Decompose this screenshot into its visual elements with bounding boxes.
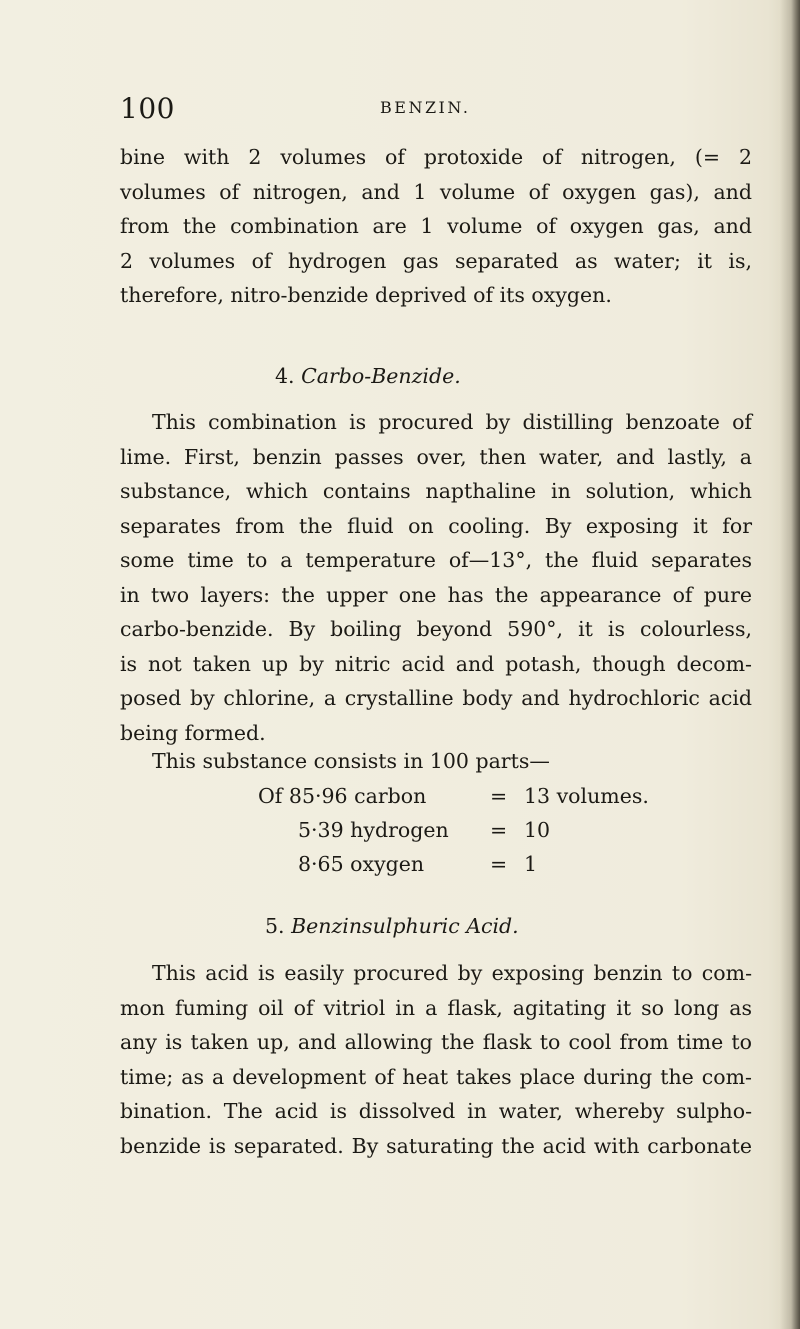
section-title: Benzinsulphuric Acid.	[291, 914, 519, 938]
text-line: bination. The acid is dissolved in water, whereby sulpho-	[120, 1099, 752, 1123]
page-number: 100	[120, 92, 175, 125]
text-line: from the combination are 1 volume of oxygen gas, and	[120, 214, 752, 238]
section-title: Carbo-Benzide.	[301, 364, 461, 388]
composition-equals: =	[490, 784, 508, 808]
composition-value: 10	[524, 818, 551, 842]
text-line: bine with 2 volumes of protoxide of nitrogen, (= 2	[120, 145, 752, 169]
text-line: posed by chlorine, a crystalline body and hydrochloric acid	[120, 686, 752, 710]
text-line: 2 volumes of hydrogen gas separated as water; it is,	[120, 248, 752, 273]
composition-value: 13 volumes.	[524, 784, 649, 808]
text-line: volumes of nitrogen, and 1 volume of oxygen gas), and	[120, 179, 752, 204]
paragraph-continuation	[120, 140, 752, 313]
composition-label: Of 85·96 carbon	[258, 784, 427, 808]
text-line: separates from the fluid on cooling. By exposing it for	[120, 513, 752, 538]
paragraph-benzinsulphuric-acid	[120, 956, 752, 1163]
text-line: substance, which contains napthaline in solution, which	[120, 479, 752, 503]
text-line: mon fuming oil of vitriol in a flask, agitating it so long as	[120, 995, 752, 1020]
section-number: 4.	[275, 364, 295, 388]
text-line: some time to a temperature of—13°, the fluid separates	[120, 548, 752, 572]
text-line: is not taken up by nitric acid and potash, though decom-	[120, 651, 752, 676]
text-line: benzide is separated. By saturating the acid with carbonate	[120, 1133, 752, 1158]
text-line: This combination is procured by distilling benzoate of	[152, 410, 752, 434]
text-line: carbo-benzide. By boiling beyond 590°, it is colourless,	[120, 617, 752, 641]
text-line: therefore, nitro-benzide deprived of its oxygen.	[120, 283, 612, 307]
text-line: being formed.	[120, 720, 266, 745]
paragraph-carbo-benzide	[120, 405, 752, 750]
text-line: This acid is easily procured by exposing benzin to com-	[152, 961, 752, 985]
composition-label: 8·65 oxygen	[298, 852, 425, 876]
composition-label: 5·39 hydrogen	[298, 818, 449, 842]
text-line: time; as a development of heat takes place during the com-	[120, 1064, 752, 1089]
composition-intro: This substance consists in 100 parts—	[152, 749, 550, 773]
composition-equals: =	[490, 818, 508, 842]
composition-equals: =	[490, 852, 508, 876]
text-line: any is taken up, and allowing the flask to cool from time to	[120, 1030, 752, 1054]
running-head: BENZIN.	[380, 98, 471, 117]
text-line: lime. First, benzin passes over, then water, and lastly, a	[120, 444, 752, 469]
section-number: 5.	[265, 914, 285, 938]
text-line: in two layers: the upper one has the appearance of pure	[120, 582, 752, 607]
composition-value: 1	[524, 852, 538, 876]
section-heading-benzinsulphuric-acid	[265, 914, 519, 938]
page-header	[120, 92, 760, 132]
section-heading-carbo-benzide	[275, 364, 461, 388]
page-edge-shadow	[780, 0, 800, 1329]
